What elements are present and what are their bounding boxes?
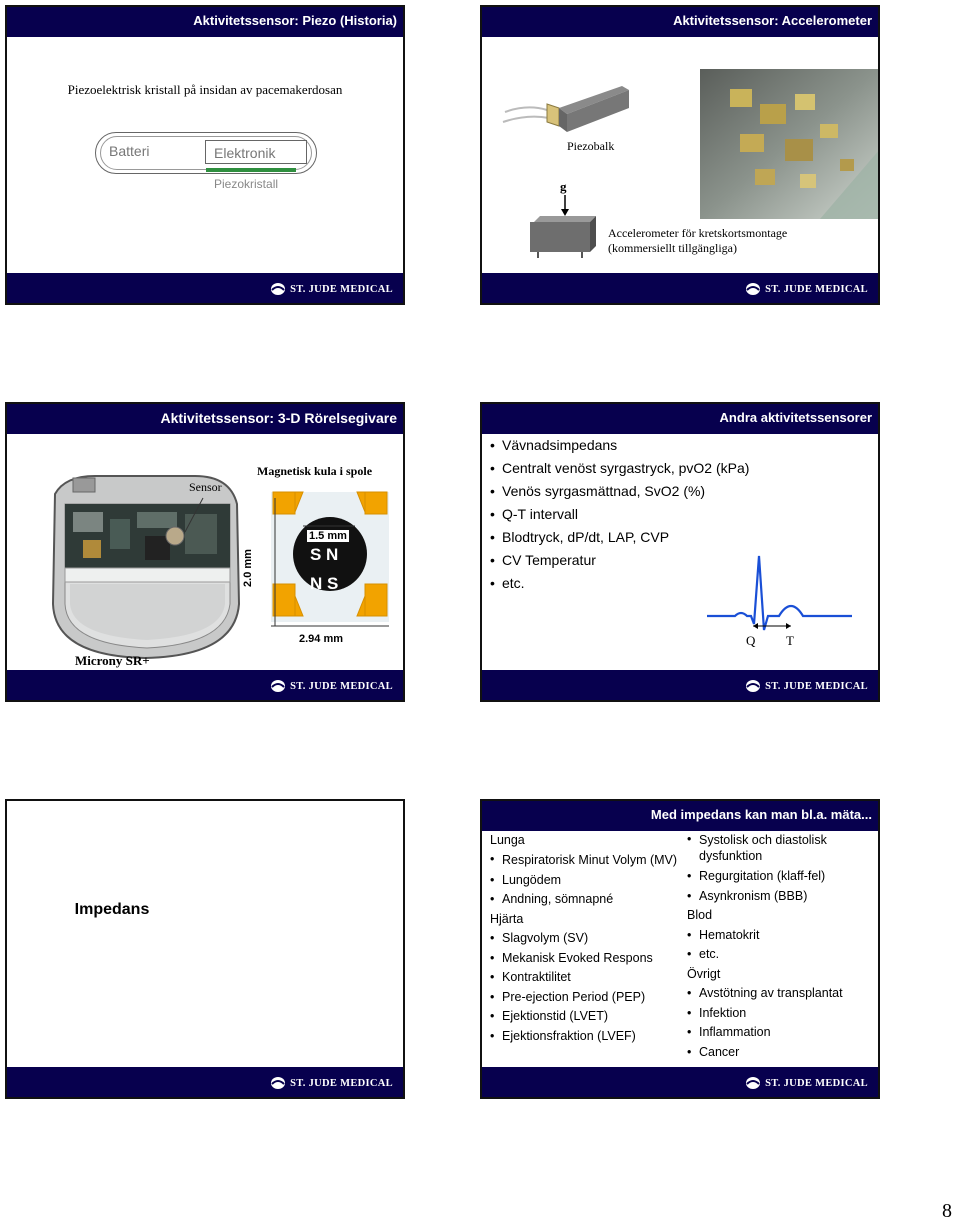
list-item: • Q-T intervall xyxy=(490,503,749,526)
st-jude-logo xyxy=(270,679,393,693)
list-item: • etc. xyxy=(490,572,749,595)
logo-text: ST. JUDE MEDICAL xyxy=(765,680,868,692)
logo-text: ST. JUDE MEDICAL xyxy=(290,680,393,692)
list-item: • Centralt venöst syrgastryck, pvO2 (kPa) xyxy=(490,457,749,480)
list-item: • Avstötning av transplantat xyxy=(687,984,877,1004)
list-item: • Hematokrit xyxy=(687,926,877,946)
ovrigt-list xyxy=(687,984,877,1062)
list-item: • Lungödem xyxy=(490,871,680,891)
t-label: T xyxy=(786,633,794,648)
slide-title: Med impedans kan man bl.a. mäta... xyxy=(482,801,878,831)
slide-accelerometer xyxy=(480,5,880,305)
list-item: • CV Temperatur xyxy=(490,549,749,572)
list-item: • Regurgitation (klaff-fel) xyxy=(687,867,877,887)
list-item: • Blodtryck, dP/dt, LAP, CVP xyxy=(490,526,749,549)
crystal-element xyxy=(206,168,296,172)
beam-label: Piezobalk xyxy=(567,139,615,153)
hjarta-list xyxy=(490,929,680,1046)
ball-bottom-text: N S xyxy=(310,574,339,593)
list-item: • Kontraktilitet xyxy=(490,968,680,988)
ecg-waveform xyxy=(707,554,852,634)
list-item: • Inflammation xyxy=(687,1023,877,1043)
slide-other-sensors xyxy=(480,402,880,702)
st-jude-logo xyxy=(270,1076,393,1090)
list-item: • Respiratorisk Minut Volym (MV) xyxy=(490,851,680,871)
magnet-coil-diagram xyxy=(243,488,393,648)
slide-title: Andra aktivitetssensorer xyxy=(482,404,878,434)
slide-title: Aktivitetssensor: Accelerometer xyxy=(482,7,878,37)
section-heading-lunga: Lunga xyxy=(490,833,525,847)
electronics-label: Elektronik xyxy=(214,145,276,161)
blod-list xyxy=(687,926,877,965)
g-label: g xyxy=(560,179,567,194)
device-label: Microny SR+ xyxy=(75,653,150,668)
footer-bar xyxy=(482,1067,878,1097)
st-jude-logo xyxy=(270,282,393,296)
logo-mark-icon xyxy=(270,679,286,693)
slide-title: Impedans xyxy=(74,901,150,918)
slide-piezo-history xyxy=(5,5,405,305)
list-item: • Pre-ejection Period (PEP) xyxy=(490,988,680,1008)
list-item: • Ejektionstid (LVET) xyxy=(490,1007,680,1027)
right-column xyxy=(687,831,877,1062)
section-heading-hjarta: Hjärta xyxy=(490,911,524,926)
logo-mark-icon xyxy=(745,1076,761,1090)
list-item: • Asynkronism (BBB) xyxy=(687,887,877,907)
section-heading-blod: Blod xyxy=(687,908,713,922)
logo-mark-icon xyxy=(745,679,761,693)
slide-title: Aktivitetssensor: Piezo (Historia) xyxy=(7,7,403,37)
list-item: • Slagvolym (SV) xyxy=(490,929,680,949)
footer-bar xyxy=(7,273,403,303)
list-item: • Systolisk och diastolisk dysfunktion xyxy=(687,831,877,867)
slide-impedance xyxy=(5,799,405,1099)
list-item: • Venös syrgasmättnad, SvO2 (%) xyxy=(490,480,749,503)
list-item: • etc. xyxy=(687,945,877,965)
accel-text-2: (kommersiellt tillgängliga) xyxy=(608,241,737,255)
footer-bar xyxy=(7,670,403,700)
lunga-list xyxy=(490,851,680,910)
battery-label: Batteri xyxy=(109,143,150,159)
slide-impedance-measures xyxy=(480,799,880,1099)
slide-caption: Piezoelektrisk kristall på insidan av pacemakerdosan xyxy=(67,82,343,97)
footer-bar xyxy=(482,670,878,700)
st-jude-logo xyxy=(745,679,868,693)
list-item: • Mekanisk Evoked Respons xyxy=(490,949,680,969)
dim-bottom-label: 2.94 mm xyxy=(299,633,344,645)
left-column xyxy=(490,831,680,1046)
crystal-label: Piezokristall xyxy=(214,177,279,191)
list-item: • Infektion xyxy=(687,1004,877,1024)
function-list xyxy=(687,831,877,906)
logo-text: ST. JUDE MEDICAL xyxy=(290,1077,393,1089)
logo-mark-icon xyxy=(270,1076,286,1090)
list-item: • Vävnadsimpedans xyxy=(490,434,749,457)
dim-top-label: 1.5 mm xyxy=(309,530,347,542)
magnet-label: Magnetisk kula i spole xyxy=(257,464,373,478)
slide-title: Aktivitetssensor: 3-D Rörelsegivare xyxy=(7,404,403,434)
section-heading-ovrigt: Övrigt xyxy=(687,966,721,981)
list-item: • Ejektionsfraktion (LVEF) xyxy=(490,1027,680,1047)
st-jude-logo xyxy=(745,1076,868,1090)
logo-text: ST. JUDE MEDICAL xyxy=(290,283,393,295)
list-item: • Andning, sömnapné xyxy=(490,890,680,910)
logo-mark-icon xyxy=(270,282,286,296)
q-label: Q xyxy=(746,633,756,648)
dim-left-label: 2.0 mm xyxy=(241,549,254,587)
accel-text-1: Accelerometer för kretskortsmontage xyxy=(608,226,788,240)
st-jude-logo xyxy=(745,282,868,296)
accelerometer-photo xyxy=(700,69,880,219)
logo-mark-icon xyxy=(745,282,761,296)
footer-bar xyxy=(7,1067,403,1097)
sensor-label: Sensor xyxy=(189,480,222,494)
slide-3d-motion-sensor xyxy=(5,402,405,702)
page-number: 8 xyxy=(942,1200,952,1222)
accelerometer-block xyxy=(528,214,598,258)
logo-text: ST. JUDE MEDICAL xyxy=(765,1077,868,1089)
ball-top-text: S N xyxy=(310,545,339,564)
electronics-box xyxy=(205,140,307,164)
footer-bar xyxy=(482,273,878,303)
list-item: • Cancer xyxy=(687,1043,877,1063)
logo-text: ST. JUDE MEDICAL xyxy=(765,283,868,295)
